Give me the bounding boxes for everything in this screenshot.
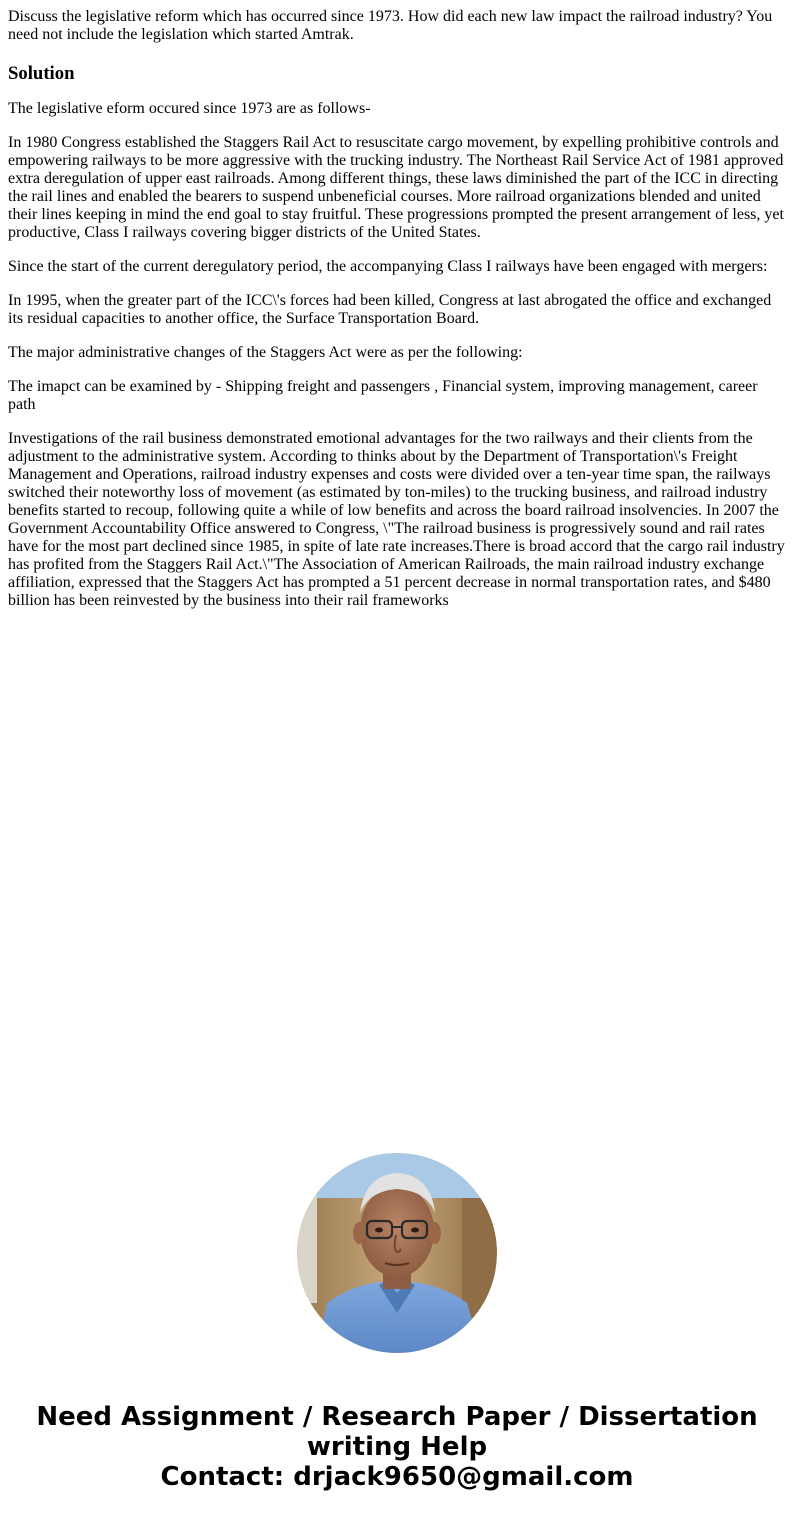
paragraph-staggers-act: In 1980 Congress established the Staggers Rail Act to resuscitate cargo movement, by expelling prohibitive controls and empowering railways to be more aggressive with the trucking industry. The Northeast Rail Service Act of 1981 approved extra deregulation of upper east railroads. Among different things, these laws diminished the part of the ICC in directing the rail lines and enabled the bearers to suspend unbeneficial courses. More railroad organizations blended and united their lines keeping in mind the end goal to stay fruitful. These progressions prompted the present arrangement of less, yet productive, Class I railways covering bigger districts of the United States.	[8, 134, 784, 241]
paragraph-admin-changes: The major administrative changes of the Staggers Act were as per the following:	[8, 344, 523, 361]
paragraph-mergers: Since the start of the current deregulatory period, the accompanying Class I railways have been engaged with mergers:	[8, 258, 768, 275]
paragraph-intro: The legislative eform occured since 1973 are as follows-	[8, 100, 371, 117]
promo-contact: Contact: drjack9650@gmail.com	[160, 1462, 634, 1492]
author-photo	[297, 1153, 497, 1353]
promo-banner	[0, 1402, 794, 1492]
solution-heading: Solution	[8, 63, 75, 84]
author-avatar	[297, 1153, 497, 1353]
question-text: Discuss the legislative reform which has occurred since 1973. How did each new law impact the railroad industry? You need not include the legislation which started Amtrak.	[8, 8, 773, 43]
paragraph-investigations: Investigations of the rail business demonstrated emotional advantages for the two railways and their clients from the adjustment to the administrative system. According to thinks about by the Department of Transportation\'s Freight Management and Operations, railroad industry expenses and costs were divided over a ten-year time span, the railways switched their noteworthy loss of movement (as estimated by ton-miles) to the trucking business, and railroad industry benefits started to recoup, following quite a while of low benefits and across the board railroad insolvencies. In 2007 the Government Accountability Office answered to Congress, \"The railroad business is progressively sound and rail rates have for the most part declined since 1985, in spite of late rate increases.There is broad accord that the cargo rail industry has profited from the Staggers Rail Act.\"The Association of American Railroads, the main railroad industry exchange affiliation, expressed that the Staggers Act has prompted a 51 percent decrease in normal transportation rates, and $480 billion has been reinvested by the business into their rail frameworks	[8, 430, 785, 609]
paragraph-impact: The imapct can be examined by - Shipping freight and passengers , Financial system, improving management, career path	[8, 378, 758, 413]
promo-line-1: Need Assignment / Research Paper / Dissertation	[36, 1402, 758, 1432]
promo-line-2: writing Help	[306, 1432, 488, 1462]
paragraph-icc-abolished: In 1995, when the greater part of the ICC\'s forces had been killed, Congress at last abrogated the office and exchanged its residual capacities to another office, the Surface Transportation Board.	[8, 292, 772, 327]
answer-document	[8, 8, 786, 626]
